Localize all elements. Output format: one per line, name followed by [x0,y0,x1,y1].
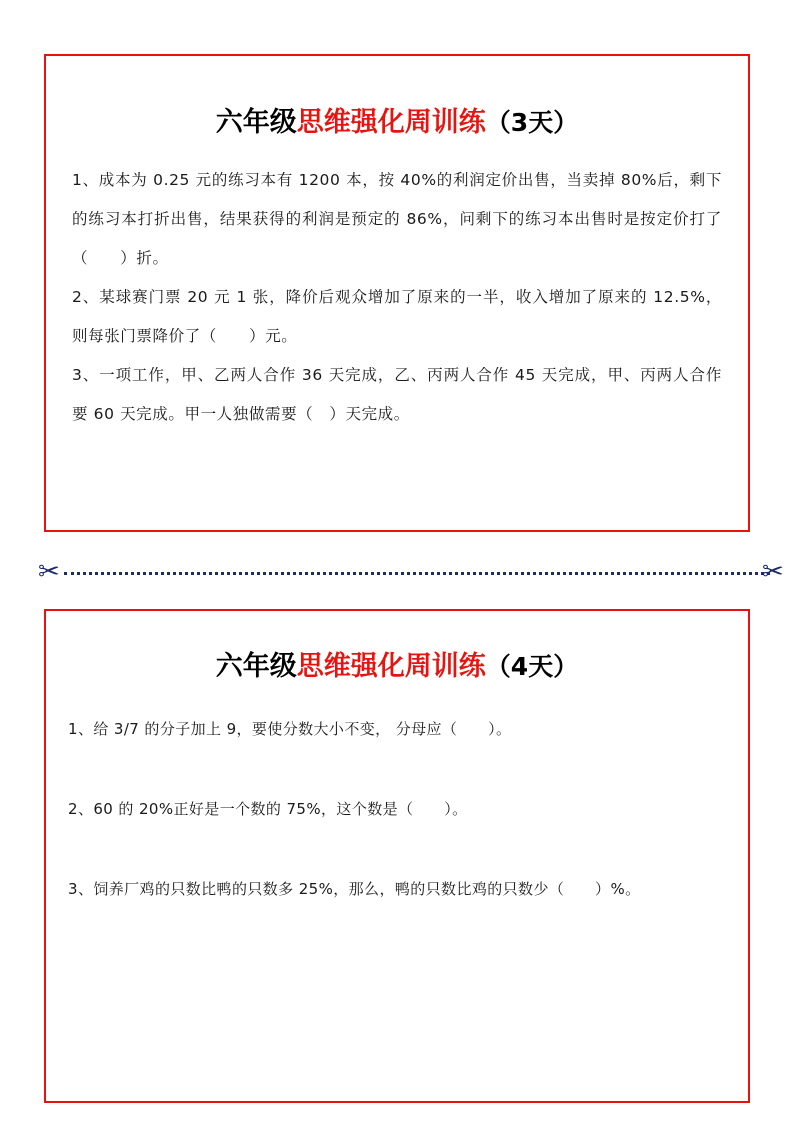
title-grade: 六年级 [215,651,297,682]
title-day: （4天） [485,652,579,681]
worksheet-day3 [44,54,750,532]
cut-line-dots [64,572,770,575]
title-main: 思维强化周训练 [296,107,486,138]
question-item: 1、给 3/7 的分子加上 9，要使分数大小不变， 分母应（ ）。 [68,720,512,738]
question-item: 3、一项工作，甲、乙两人合作 36 天完成，乙、丙两人合作 45 天完成，甲、丙两人合作要 60 天完成。甲一人独做需要（ ）天完成。 [72,366,722,423]
title-grade: 六年级 [215,107,297,138]
question-list [72,161,722,434]
cut-line [22,552,784,596]
worksheet-day4 [44,609,750,1103]
worksheet-day3-title [46,100,748,139]
question-item: 2、某球赛门票 20 元 1 张，降价后观众增加了原来的一半，收入增加了原来的 12.5%，则每张门票降价了（ ）元。 [72,288,722,345]
scissors-icon: ✂ [38,557,60,586]
worksheet-day4-title [46,644,748,683]
question-list [68,715,726,903]
question-item: 3、饲养厂鸡的只数比鸭的只数多 25%，那么，鸭的只数比鸡的只数少（ ）%。 [68,880,641,898]
question-item: 1、成本为 0.25 元的练习本有 1200 本，按 40%的利润定价出售，当卖掉 80%后，剩下的练习本打折出售，结果获得的利润是预定的 86%，问剩下的练习本出售时是按定价打了（ ）折。 [72,171,722,267]
title-main: 思维强化周训练 [296,651,486,682]
question-item: 2、60 的 20%正好是一个数的 75%，这个数是（ ）。 [68,800,468,818]
title-day: （3天） [485,108,579,137]
scissors-icon: ✂ [762,557,784,586]
